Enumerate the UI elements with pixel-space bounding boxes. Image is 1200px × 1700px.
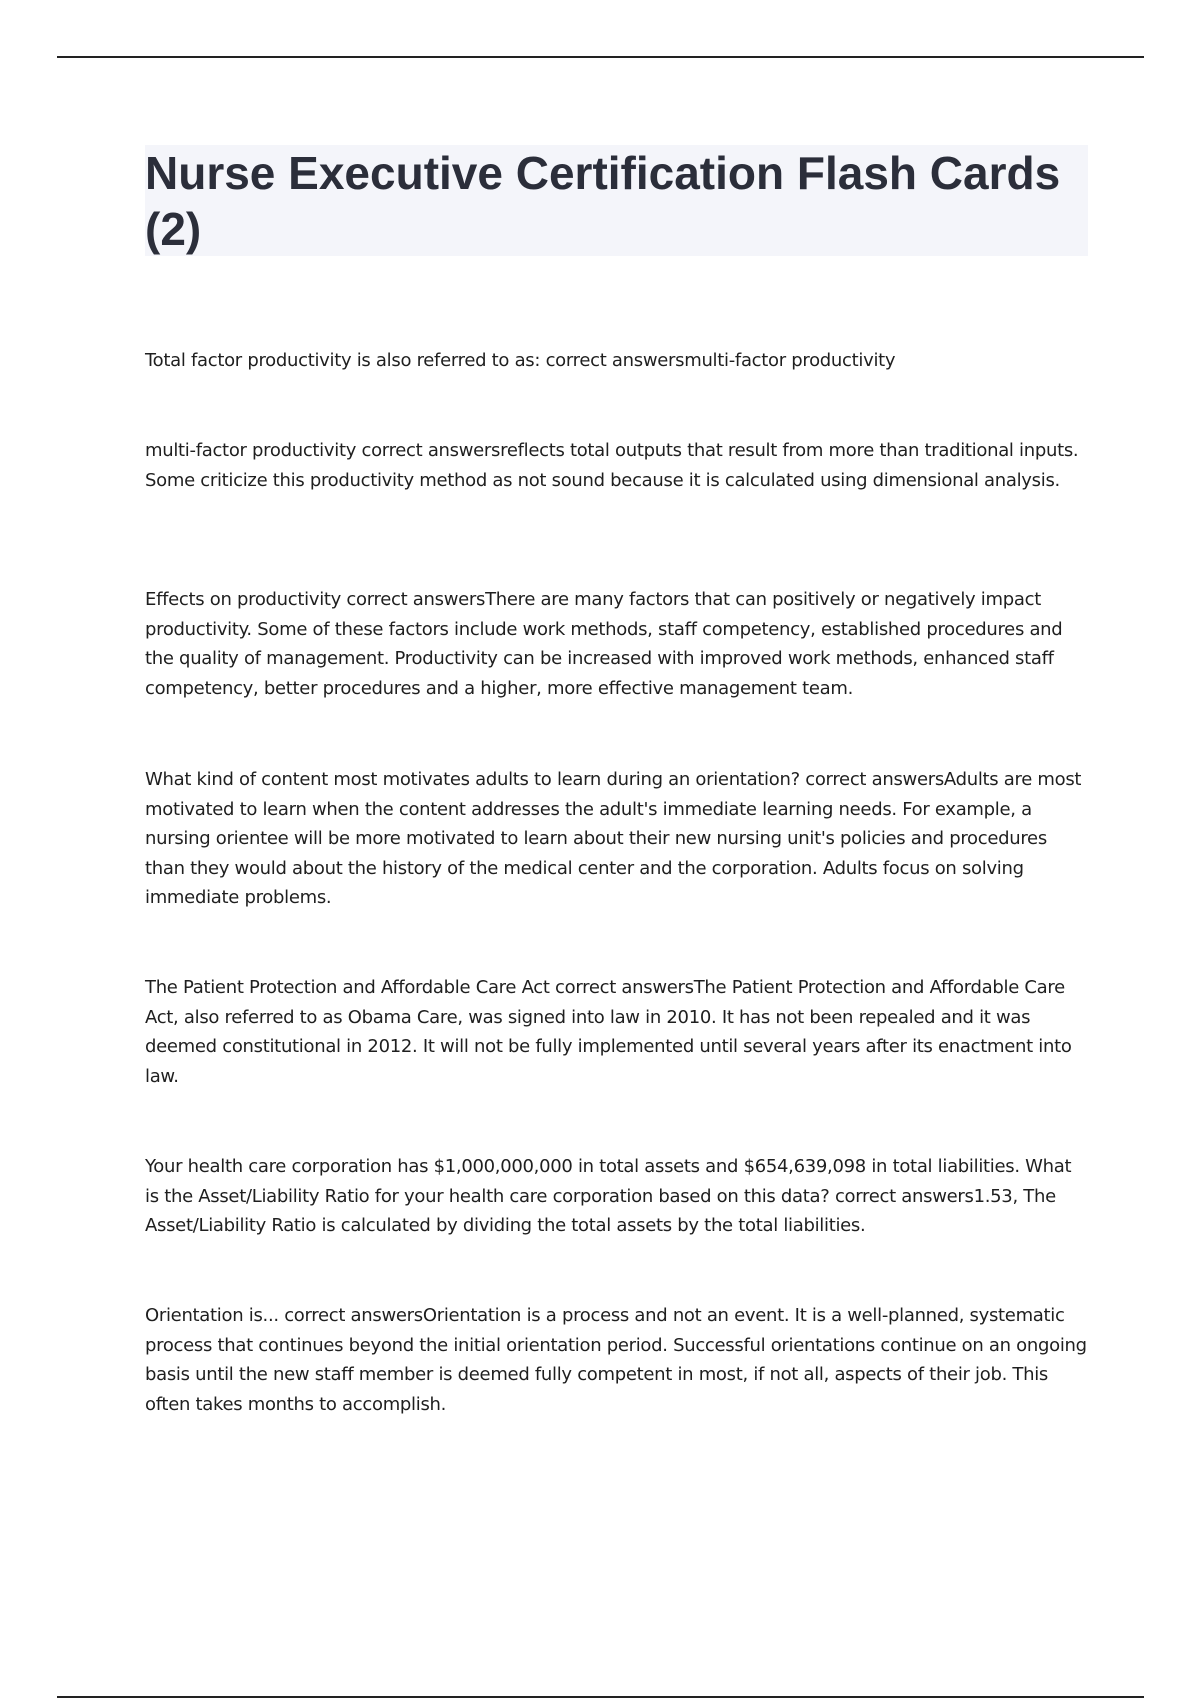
title-block (145, 145, 1088, 256)
flash-card-4: What kind of content most motivates adults to learn during an orientation? correct answersAdults are most motivated to learn when the content addresses the adult's immediate learning needs. For example, a nursing orientee will be more motivated to learn about their new nursing unit's policies and procedures than they would about the history of the medical center and the corporation. Adults focus on solving immediate problems. (145, 769, 1082, 908)
flash-card-6: Your health care corporation has $1,000,000,000 in total assets and $654,639,098 in total liabilities. What is the Asset/Liability Ratio for your health care corporation based on this data? correct answers1.53, The Asset/Liability Ratio is calculated by dividing the total assets by the total liabilities. (145, 1156, 1072, 1236)
flash-card-2: multi-factor productivity correct answersreflects total outputs that result from more than traditional inputs. Some criticize this productivity method as not sound because it is calculated using dimensional analysis. (145, 440, 1079, 491)
footer-rule (57, 1696, 1144, 1698)
header-rule (57, 56, 1144, 58)
flash-card-3: Effects on productivity correct answersThere are many factors that can positively or negatively impact productivity. Some of these factors include work methods, staff competency, established procedures and the quality of management. Productivity can be increased with improved work methods, enhanced staff competency, better procedures and a higher, more effective management team. (145, 589, 1063, 699)
flash-card-7: Orientation is... correct answersOrientation is a process and not an event. It is a well-planned, systematic process that continues beyond the initial orientation period. Successful orientations continue on an ongoing basis until the new staff member is deemed fully competent in most, if not all, aspects of their job. This often takes months to accomplish. (145, 1305, 1087, 1415)
flash-card-1: Total factor productivity is also referred to as: correct answersmulti-factor productivity (145, 350, 896, 371)
page-title: Nurse Executive Certification Flash Cards (2) (145, 147, 1061, 255)
flash-card-5: The Patient Protection and Affordable Care Act correct answersThe Patient Protection and Affordable Care Act, also referred to as Obama Care, was signed into law in 2010. It has not been repealed and it was deemed constitutional in 2012. It will not be fully implemented until several years after its enactment into law. (145, 977, 1072, 1087)
